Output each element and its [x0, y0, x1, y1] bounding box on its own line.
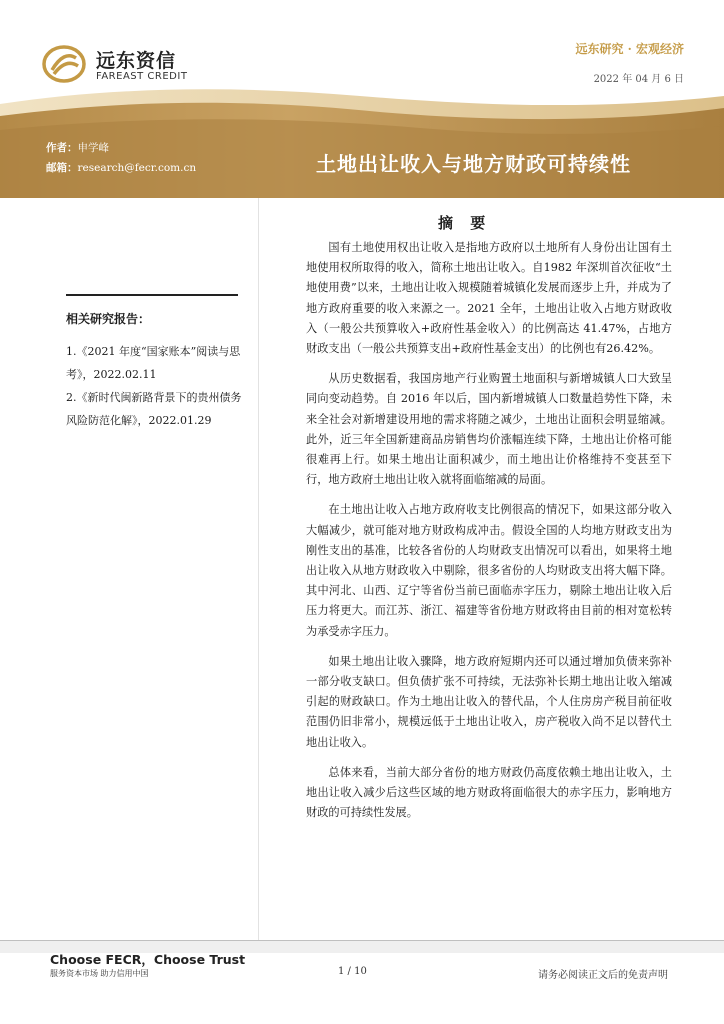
- summary-paragraph: 在土地出让收入占地方政府收支比例很高的情况下，如果这部分收入大幅减少，就可能对地方财政构成冲击。假设全国的人均地方财政支出为刚性支出的基准，比较各省份的人均财政支出情况可以看出，如果将土地出让收入从地方财政收入中剔除，很多省份的人均财政支出将大幅下降。其中河北、山西、辽宁等省份当前已面临赤字压力，剔除土地出让收入后压力将更大。而江苏、浙江、福建等省份地方财政将由目前的相对宽松转为承受赤字压力。: [306, 503, 672, 638]
- email-label: 邮箱：: [46, 162, 78, 174]
- summary-body: [306, 238, 672, 833]
- column-divider: [258, 198, 259, 940]
- report-series: 远东研究 · 宏观经济: [575, 42, 684, 56]
- related-report-item[interactable]: 2.《新时代闽新路背景下的贵州债务风险防范化解》，2022.01.29: [66, 391, 242, 427]
- logo-en-text: FAREAST CREDIT: [96, 71, 188, 82]
- related-reports-list: [66, 340, 242, 432]
- summary-paragraph: 国有土地使用权出让收入是指地方政府以土地所有人身份出让国有土地使用权所取得的收入，简称土地出让收入。自1982 年深圳首次征收“土地使用费”以来，土地出让收入规模随着城镇化发展而逐步上升，并成为了地方政府重要的收入来源之一。2021 全年，土地出让收入占地方财政收入（一般公共预算收入+政府性基金收入）的比例高达 41.47%，占地方财政支出（一般公共预算支出+政府性基金支出）的比例也有26.42%。: [306, 241, 672, 356]
- document-title: 土地出让收入与地方财政可持续性: [316, 152, 631, 176]
- fareast-logo-icon: [42, 44, 86, 84]
- email-line: [46, 160, 196, 175]
- summary-paragraph: 总体来看，当前大部分省份的地方财政仍高度依赖土地出让收入，土地出让收入减少后这些区域的地方财政将面临很大的赤字压力，影响地方财政的可持续性发展。: [306, 765, 672, 820]
- summary-paragraph: 如果土地出让收入骤降，地方政府短期内还可以通过增加负债来弥补一部分收支缺口。但负债扩张不可持续，无法弥补长期土地出让收入缩减引起的财政缺口。作为土地出让收入的替代品，个人住房房产税目前征收范围仍旧非常小，规模远低于土地出让收入，房产税收入尚不足以替代土地出让收入。: [306, 654, 672, 749]
- author-label: 作者：: [46, 142, 78, 154]
- footer-slogan: Choose FECR，Choose Trust: [50, 952, 246, 967]
- author-name: 申学峰: [77, 142, 109, 154]
- page-number: 1 / 10: [338, 966, 367, 977]
- logo-cn-text: 远东资信: [96, 50, 177, 72]
- company-logo: [42, 44, 242, 88]
- author-line: [46, 140, 109, 155]
- disclaimer-note: 请务必阅读正文后的免责声明: [538, 970, 668, 981]
- footer-slogan-sub: 服务资本市场 助力信用中国: [50, 969, 149, 978]
- related-report-item[interactable]: 1.《2021 年度“国家账本”阅读与思考》，2022.02.11: [66, 345, 241, 381]
- related-reports-heading: 相关研究报告：: [66, 312, 151, 326]
- summary-paragraph: 从历史数据看，我国房地产行业购置土地面积与新增城镇人口大致呈同向变动趋势。自 2016 年以后，国内新增城镇人口数量趋势性下降，未来全社会对新增建设用地的需求将随之减少，土地出让面积会明显缩减。此外，近三年全国新建商品房销售均价涨幅连续下降，土地出让价格可能很难再上行。如果土地出让面积减少，而土地出让价格维持不变甚至下行，地方政府土地出让收入就将面临缩减的局面。: [306, 372, 672, 487]
- sidebar-divider: [66, 294, 238, 296]
- summary-title: 摘 要: [438, 214, 492, 232]
- email-address[interactable]: research@fecr.com.cn: [77, 162, 197, 174]
- report-date: 2022 年 04 月 6 日: [593, 74, 684, 85]
